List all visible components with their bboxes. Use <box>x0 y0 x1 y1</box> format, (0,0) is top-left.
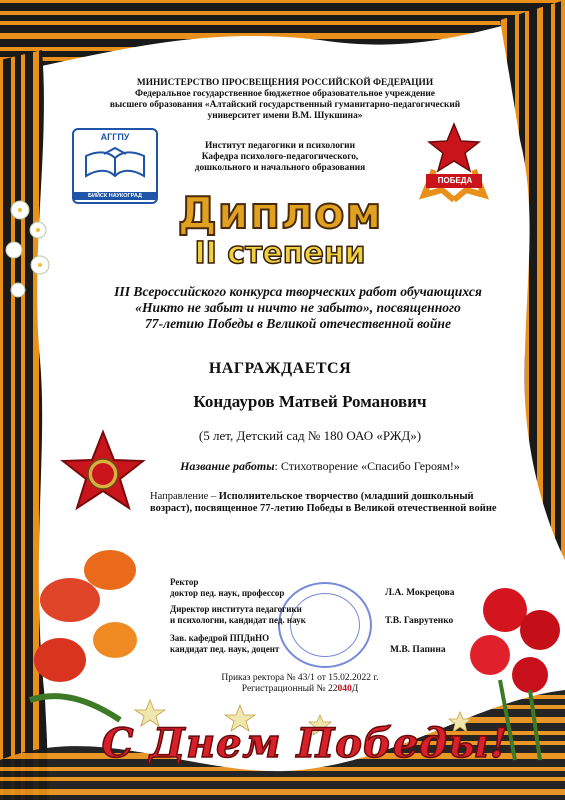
institute-line-2: Кафедра психолого-педагогического, <box>201 152 359 162</box>
signature-director <box>170 604 330 625</box>
institute-header <box>170 141 390 174</box>
ministry-line-2: Федеральное государственное бюджетное образовательное учреждение <box>135 89 435 99</box>
diploma-degree: II степени <box>194 236 366 271</box>
registration-line <box>195 684 405 695</box>
ministry-line-1: МИНИСТЕРСТВО ПРОСВЕЩЕНИЯ РОССИЙСКОЙ ФЕДЕРАЦИИ <box>136 78 434 88</box>
victory-badge-label: ПОБЕДА <box>437 176 473 185</box>
logo-abbr: АГГПУ <box>100 132 130 142</box>
registration-number-c: Д <box>351 684 359 694</box>
signature-head-degree: кандидат пед. наук, доцент <box>170 643 280 654</box>
direction <box>150 491 510 515</box>
signature-rector-title: Ректор <box>170 577 199 587</box>
signature-rector <box>170 577 320 598</box>
ministry-header <box>100 78 470 122</box>
work-title <box>130 459 510 474</box>
ministry-line-4: университет имени В.М. Шукшина» <box>207 111 363 121</box>
signature-director-degree: и психологии, кандидат пед. наук <box>170 614 306 625</box>
signature-rector-name: Л.А. Мокрецова <box>385 588 455 598</box>
signature-head <box>170 633 330 654</box>
awarded-heading: НАГРАЖДАЕТСЯ <box>208 360 352 377</box>
order-info <box>195 673 405 695</box>
registration-prefix: Регистрационный № <box>241 684 328 694</box>
direction-label: Направление – <box>150 491 219 502</box>
institute-line-3: дошкольного и начального образования <box>194 163 366 173</box>
registration-number-a: 22 <box>327 684 338 694</box>
contest-line-2: «Никто не забыт и ничто не забыто», посвященного <box>135 300 461 315</box>
recipient-name: Кондауров Матвей Романович <box>193 392 427 411</box>
contest-line-3: 77-летию Победы в Великой отечественной войне <box>145 316 451 331</box>
signature-director-name: Т.В. Гаврутенко <box>385 616 454 626</box>
open-book-icon <box>74 146 156 186</box>
contest-line-1: III Всероссийского конкурса творческих работ обучающихся <box>114 284 482 299</box>
institute-line-1: Институт педагогики и психологии <box>205 141 355 151</box>
work-label: Название работы <box>180 459 275 473</box>
order-line: Приказ ректора № 43/1 от 15.02.2022 г. <box>221 673 379 683</box>
university-logo <box>72 128 158 204</box>
signature-director-title: Директор института педагогики <box>170 604 302 614</box>
contest-description <box>88 284 508 332</box>
diploma-title: Диплом <box>177 188 383 239</box>
recipient-info: (5 лет, Детский сад № 180 ОАО «РЖД») <box>198 428 422 443</box>
signature-rector-degree: доктор пед. наук, профессор <box>170 587 285 598</box>
signature-head-title: Зав. кафедрой ППДиНО <box>170 633 270 643</box>
registration-number-b: 040 <box>337 684 352 694</box>
work-name: : Стихотворение «Спасибо Героям!» <box>274 459 460 473</box>
signature-head-name: М.В. Папина <box>390 645 446 655</box>
direction-value: Исполнительское творчество (младший дошкольный возраст), посвященное 77-летию Победы в Великой отечественной войне <box>150 491 497 514</box>
ministry-line-3: высшего образования «Алтайский государственный гуманитарно-педагогический <box>109 100 461 110</box>
logo-city: БИЙСК НАУКОГРАД <box>74 192 156 200</box>
victory-day-banner: С Днем Победы! <box>101 720 509 767</box>
